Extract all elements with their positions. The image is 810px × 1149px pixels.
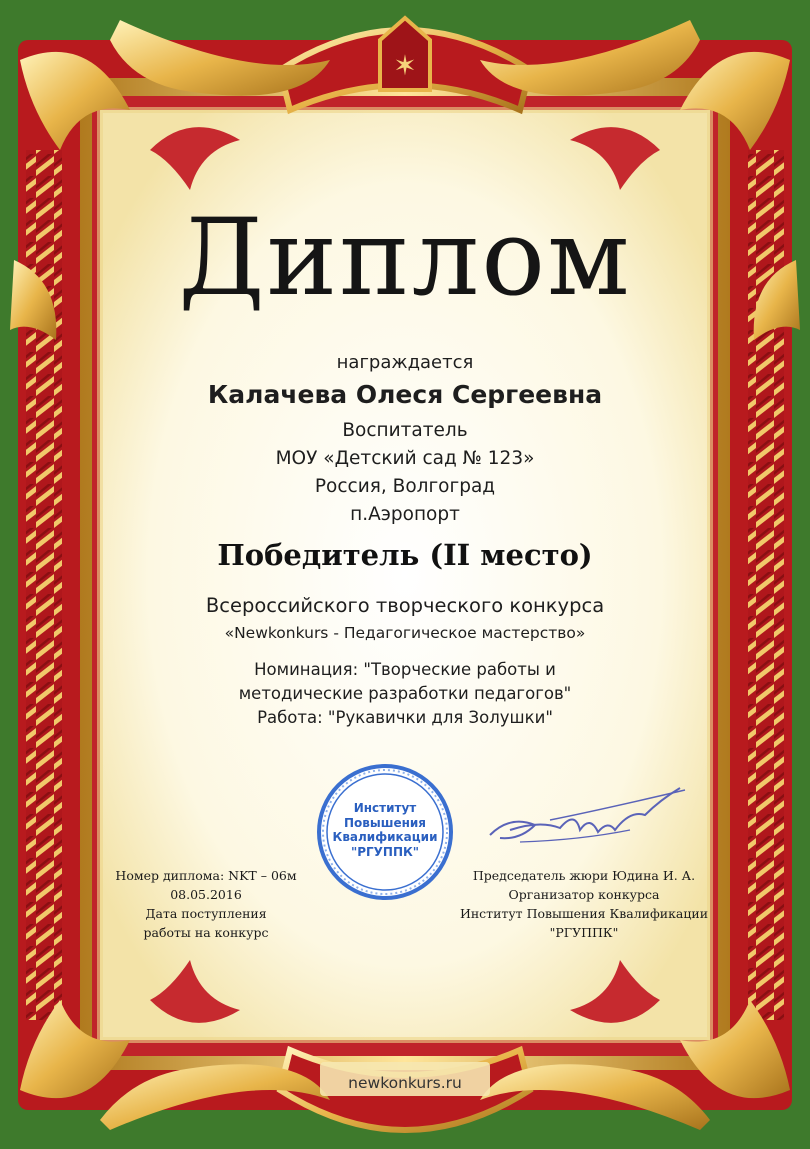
recipient-position: Воспитатель	[342, 420, 468, 441]
recipient-organization: МОУ «Детский сад № 123»	[275, 448, 535, 469]
work-title: Работа: "Рукавички для Золушки"	[257, 708, 553, 727]
stamp-line-4: "РГУППК"	[350, 844, 420, 859]
website-link[interactable]: newkonkurs.ru	[348, 1074, 462, 1092]
recipient-settlement: п.Аэропорт	[350, 504, 460, 525]
recipient-city: Россия, Волгоград	[314, 476, 496, 497]
date-label-1: Дата поступления	[145, 906, 267, 921]
diploma-info	[96, 866, 316, 942]
stamp-line-3: Квалификации	[332, 830, 438, 844]
contest-title: Всероссийского творческого конкурса	[205, 594, 605, 617]
svg-text:✶: ✶	[393, 49, 417, 82]
diploma-title: Диплом	[178, 196, 632, 319]
nomination-line-1: Номинация: "Творческие работы и	[254, 660, 556, 679]
stamp-line-1: Институт	[353, 801, 417, 815]
recipient-name: Калачева Олеся Сергеевна	[207, 380, 603, 409]
diploma-number: Номер диплома: NKT – 06м	[115, 868, 297, 883]
date-label-2: работы на конкурс	[143, 925, 269, 940]
organizer-info	[444, 866, 724, 942]
stamp-line-2: Повышения	[343, 815, 427, 830]
organizer-name: Институт Повышения Квалификации	[459, 906, 709, 921]
contest-name: «Newkonkurs - Педагогическое мастерство»	[224, 624, 586, 642]
awarded-label: награждается	[336, 352, 474, 373]
award-result: Победитель (II место)	[217, 538, 593, 572]
jury-chair: Председатель жюри Юдина И. А.	[472, 868, 696, 883]
nomination-line-2: методические разработки педагогов"	[238, 684, 572, 703]
diploma-date: 08.05.2016	[170, 887, 242, 902]
organizer-label: Организатор конкурса	[508, 887, 660, 902]
organizer-short: "РГУППК"	[549, 925, 619, 940]
